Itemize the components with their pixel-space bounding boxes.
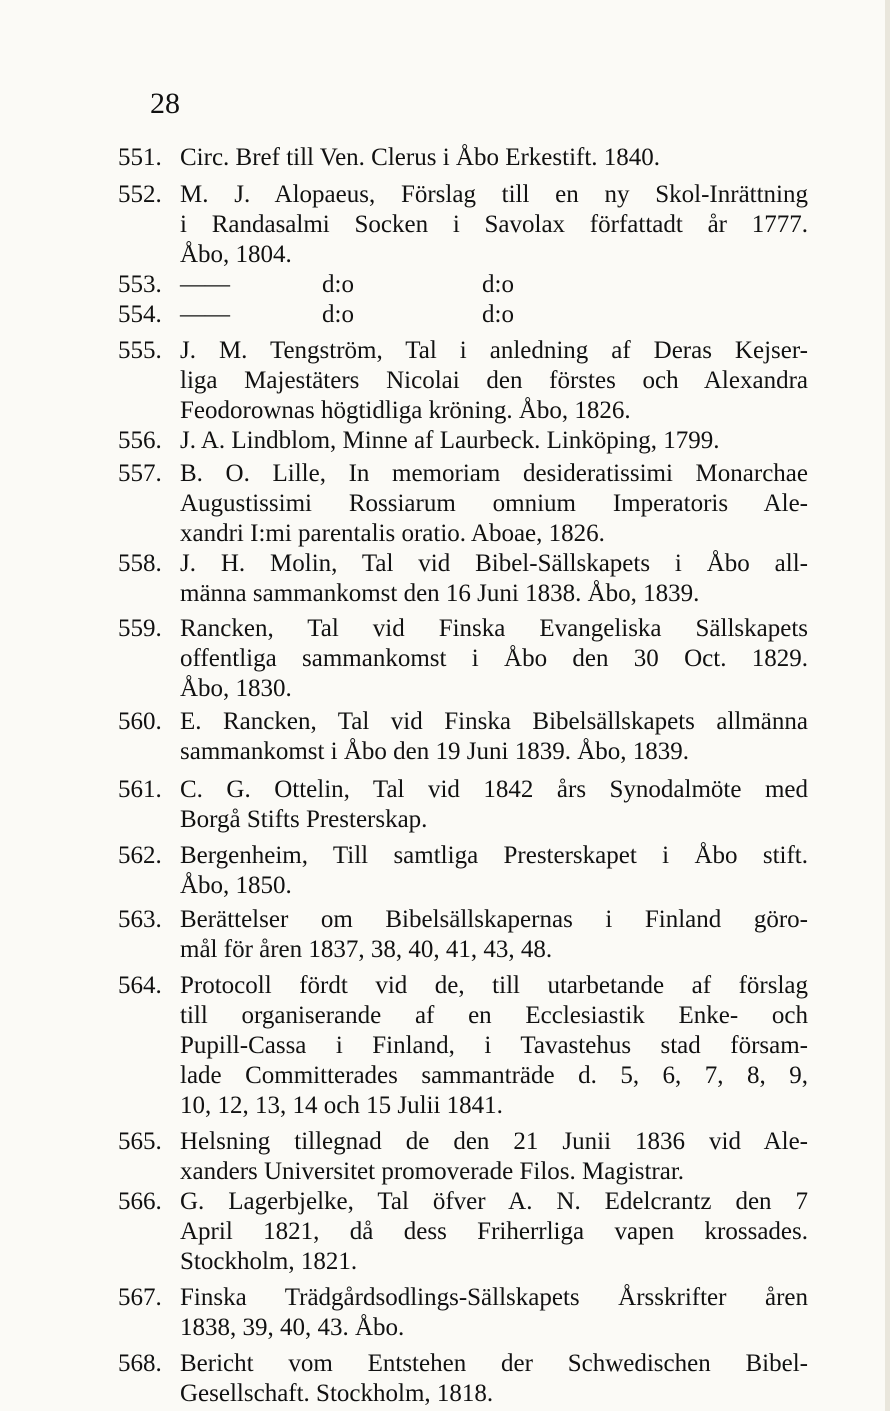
entry-text: [180, 180, 808, 270]
entry-line: offentliga sammankomst i Åbo den 30 Oct. 1829.: [180, 645, 808, 672]
entry-text: [180, 1127, 808, 1187]
entry-text: [180, 336, 808, 426]
entry-line: xanders Universitet promoverade Filos. Magistrar.: [180, 1158, 685, 1185]
entry-text: [180, 426, 808, 456]
entry-line: J. H. Molin, Tal vid Bibel-Sällskapets i Åbo all-: [180, 550, 808, 577]
entry-line: Rancken, Tal vid Finska Evangeliska Sällskapets: [180, 615, 808, 642]
entry-line: Åbo, 1830.: [180, 675, 292, 702]
list-item: [118, 336, 808, 426]
entry-text: [180, 270, 808, 300]
entry-text: [180, 707, 808, 767]
ditto-dash: ——: [180, 301, 230, 328]
entry-line: sammankomst i Åbo den 19 Juni 1839. Åbo, 1839.: [180, 738, 690, 765]
entry-line: Pupill-Cassa i Finland, i Tavastehus stad försam-: [180, 1032, 808, 1059]
list-item: [118, 180, 808, 270]
entry-number: 556.: [118, 427, 162, 454]
ditto-mark: d:o: [322, 301, 354, 328]
entry-text: [180, 300, 808, 330]
list-item: [118, 270, 808, 300]
list-item: [118, 1349, 808, 1409]
entry-line: mål för åren 1837, 38, 40, 41, 43, 48.: [180, 936, 553, 963]
entry-line: till organiserande af en Ecclesiastik Enke- och: [180, 1002, 808, 1029]
ditto-dash: ——: [180, 271, 230, 298]
ditto-mark: d:o: [322, 271, 354, 298]
entry-line: Åbo, 1850.: [180, 872, 292, 899]
list-item: [118, 300, 808, 330]
list-item: [118, 143, 808, 173]
list-item: [118, 775, 808, 835]
entry-number: 555.: [118, 337, 162, 364]
entry-text: [180, 549, 808, 609]
entry-text: [180, 841, 808, 901]
entry-line: 1838, 39, 40, 43. Åbo.: [180, 1314, 405, 1341]
list-item: [118, 1283, 808, 1343]
list-item: [118, 971, 808, 1121]
page-number: 28: [150, 87, 180, 120]
entry-number: 561.: [118, 776, 162, 803]
entry-line: J. M. Tengström, Tal i anledning af Deras Kejser-: [180, 337, 808, 364]
list-item: [118, 614, 808, 704]
list-item: [118, 426, 808, 456]
bibliography-list: [118, 143, 808, 1415]
entry-line: Bericht vom Entstehen der Schwedischen Bibel-: [180, 1350, 808, 1377]
entry-line: Bergenheim, Till samtliga Presterskapet i Åbo stift.: [180, 842, 808, 869]
page-edge: [885, 0, 890, 1411]
entry-line: Åbo, 1804.: [180, 241, 292, 268]
entry-line: Feodorownas högtidliga kröning. Åbo, 1826.: [180, 397, 631, 424]
list-item: [118, 707, 808, 767]
entry-line: Stockholm, 1821.: [180, 1248, 358, 1275]
ditto-mark: d:o: [482, 271, 514, 298]
entry-text: [180, 1349, 808, 1409]
entry-line: April 1821, då dess Friherrliga vapen krossades.: [180, 1218, 808, 1245]
entry-line: Berättelser om Bibelsällskapernas i Finland göro-: [180, 906, 808, 933]
entry-text: [180, 905, 808, 965]
entry-number: 554.: [118, 301, 162, 328]
list-item: [118, 1187, 808, 1277]
entry-line: B. O. Lille, In memoriam desideratissimi Monarchae: [180, 460, 808, 487]
entry-number: 564.: [118, 972, 162, 999]
entry-text: [180, 614, 808, 704]
entry-line: liga Majestäters Nicolai den förstes och Alexandra: [180, 367, 808, 394]
entry-line: männa sammankomst den 16 Juni 1838. Åbo, 1839.: [180, 580, 700, 607]
entry-number: 552.: [118, 181, 162, 208]
entry-line: Borgå Stifts Presterskap.: [180, 806, 428, 833]
entry-number: 560.: [118, 708, 162, 735]
entry-number: 566.: [118, 1188, 162, 1215]
list-item: [118, 1127, 808, 1187]
entry-text: [180, 971, 808, 1121]
entry-text: [180, 143, 808, 173]
entry-number: 562.: [118, 842, 162, 869]
list-item: [118, 905, 808, 965]
entry-line: C. G. Ottelin, Tal vid 1842 års Synodalmöte med: [180, 776, 808, 803]
entry-line: E. Rancken, Tal vid Finska Bibelsällskapets allmänna: [180, 708, 808, 735]
entry-line: G. Lagerbjelke, Tal öfver A. N. Edelcrantz den 7: [180, 1188, 808, 1215]
entry-text: [180, 459, 808, 549]
entry-line: Circ. Bref till Ven. Clerus i Åbo Erkestift. 1840.: [180, 144, 661, 171]
entry-number: 557.: [118, 460, 162, 487]
ditto-mark: d:o: [482, 301, 514, 328]
list-item: [118, 459, 808, 549]
list-item: [118, 841, 808, 901]
entry-line: i Randasalmi Socken i Savolax författadt år 1777.: [180, 211, 808, 238]
entry-line: Gesellschaft. Stockholm, 1818.: [180, 1380, 494, 1407]
ditto-line: [180, 300, 808, 330]
entry-number: 551.: [118, 144, 162, 171]
entry-number: 567.: [118, 1284, 162, 1311]
entry-text: [180, 1187, 808, 1277]
entry-line: 10, 12, 13, 14 och 15 Julii 1841.: [180, 1092, 503, 1119]
ditto-line: [180, 270, 808, 300]
entry-line: Helsning tillegnad de den 21 Junii 1836 vid Ale-: [180, 1128, 808, 1155]
entry-number: 565.: [118, 1128, 162, 1155]
entry-line: Finska Trädgårdsodlings-Sällskapets Årsskrifter åren: [180, 1284, 808, 1311]
entry-line: J. A. Lindblom, Minne af Laurbeck. Linköping, 1799.: [180, 427, 720, 454]
entry-number: 559.: [118, 615, 162, 642]
entry-number: 553.: [118, 271, 162, 298]
entry-line: M. J. Alopaeus, Förslag till en ny Skol-Inrättning: [180, 181, 808, 208]
entry-number: 568.: [118, 1350, 162, 1377]
entry-line: Augustissimi Rossiarum omnium Imperatoris Ale-: [180, 490, 808, 517]
entry-number: 558.: [118, 550, 162, 577]
entry-line: lade Committerades sammanträde d. 5, 6, 7, 8, 9,: [180, 1062, 808, 1089]
list-item: [118, 549, 808, 609]
entry-text: [180, 775, 808, 835]
entry-text: [180, 1283, 808, 1343]
entry-line: Protocoll fördt vid de, till utarbetande af förslag: [180, 972, 808, 999]
entry-number: 563.: [118, 906, 162, 933]
entry-line: xandri I:mi parentalis oratio. Aboae, 1826.: [180, 520, 605, 547]
